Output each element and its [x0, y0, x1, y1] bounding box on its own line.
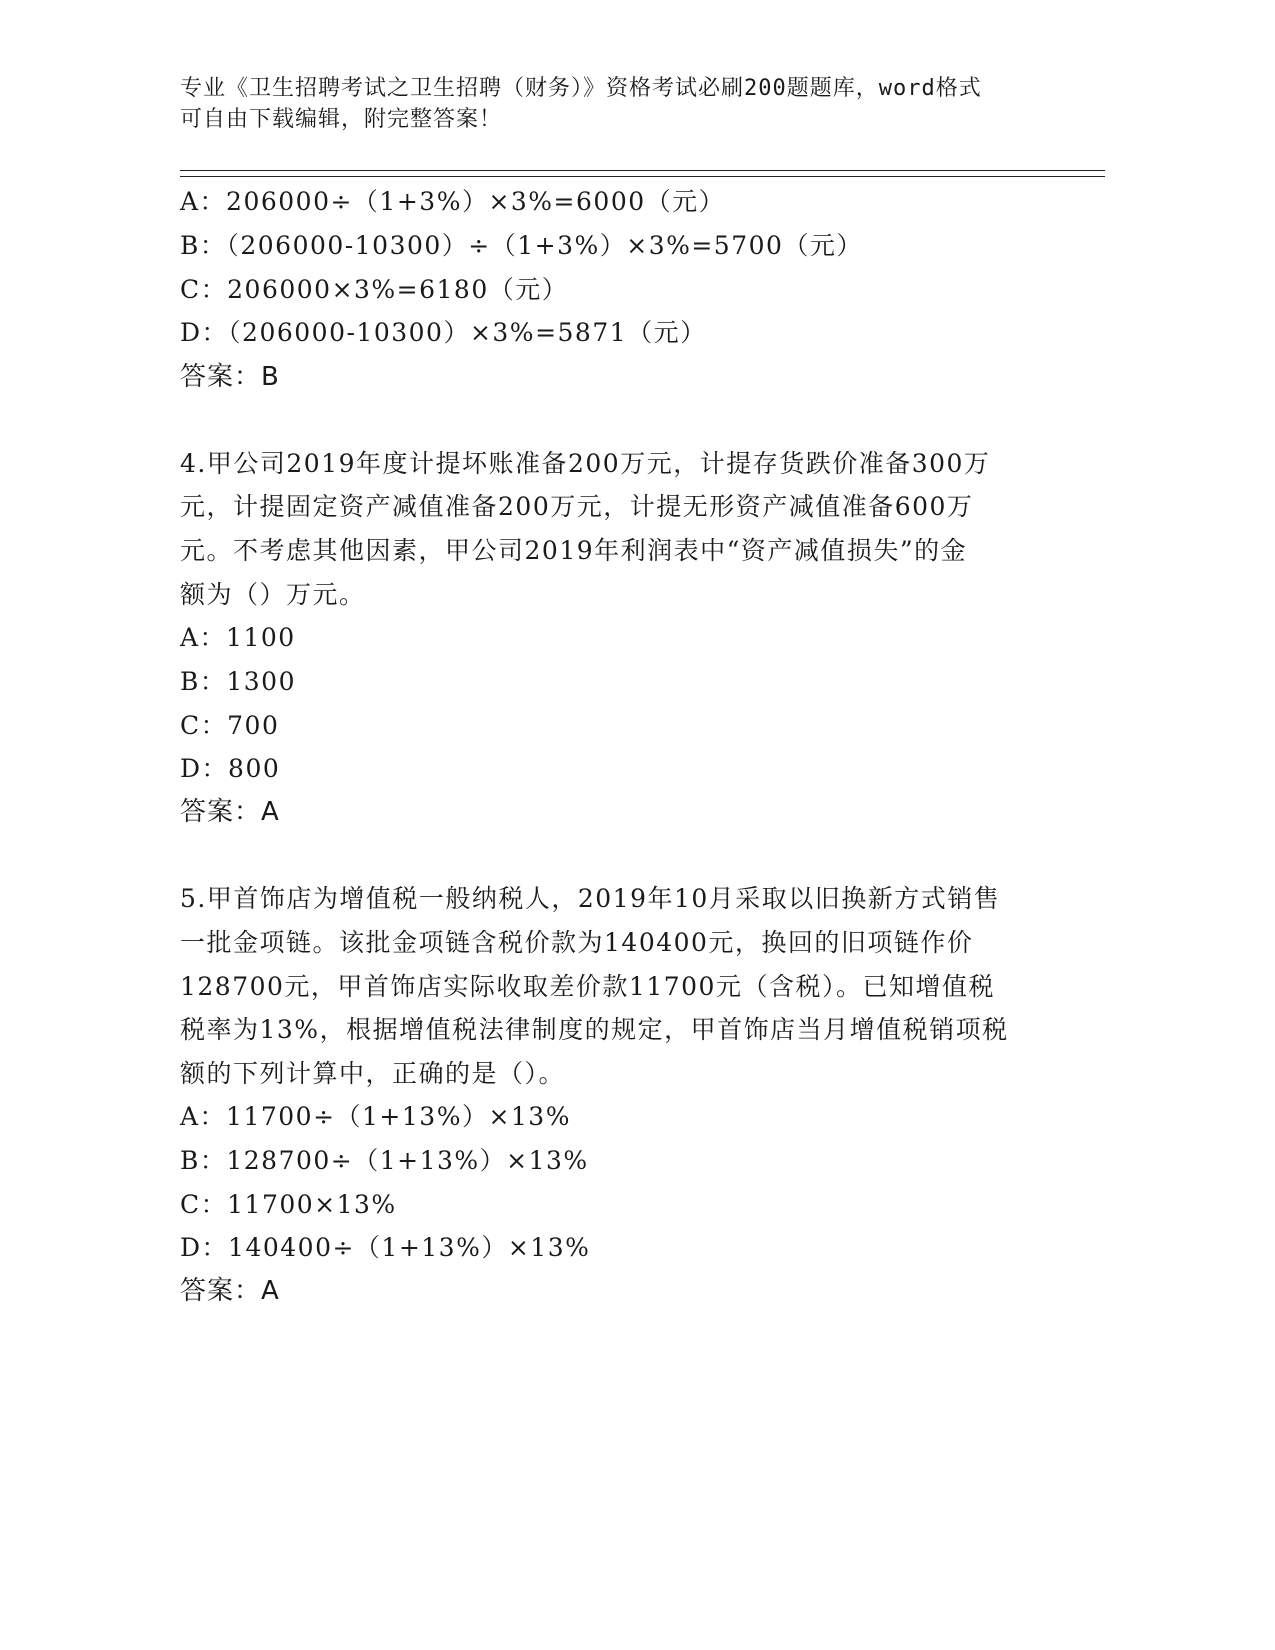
q3-option-a: A：206000÷（1+3%）×3%=6000（元） [180, 187, 726, 216]
header-line-2: 可自由下载编辑，附完整答案！ [180, 107, 503, 132]
q4-stem-line-2: 元，计提固定资产减值准备200万元，计提无形资产减值准备600万 [180, 492, 974, 521]
q3-option-b: B：（206000-10300）÷（1+3%）×3%=5700（元） [180, 231, 863, 260]
q4-option-d: D：800 [180, 754, 281, 783]
q5-option-a: A：11700÷（1+13%）×13% [180, 1102, 571, 1131]
q3-option-d: D：（206000-10300）×3%=5871（元） [180, 318, 707, 347]
q4-stem-line-4: 额为（）万元。 [180, 580, 366, 609]
q4-answer: 答案：A [180, 797, 280, 827]
q5-stem-line-5: 额的下列计算中，正确的是（）。 [180, 1059, 566, 1088]
header-divider-top [180, 170, 1105, 171]
q4-option-b: B：1300 [180, 667, 296, 696]
q3-option-c: C：206000×3%=6180（元） [180, 275, 569, 304]
q5-option-b: B：128700÷（1+13%）×13% [180, 1146, 589, 1175]
q5-option-c: C：11700×13% [180, 1190, 397, 1219]
q4-option-c: C：700 [180, 711, 280, 740]
q5-stem-line-2: 一批金项链。该批金项链含税价款为140400元，换回的旧项链作价 [180, 928, 974, 957]
q5-stem-line-4: 税率为13%，根据增值税法律制度的规定，甲首饰店当月增值税销项税 [180, 1015, 1009, 1044]
q4-option-a: A：1100 [180, 623, 296, 652]
q3-answer: 答案：B [180, 362, 280, 392]
q4-stem-line-3: 元。不考虑其他因素，甲公司2019年利润表中“资产减值损失”的金 [180, 536, 968, 565]
q5-option-d: D：140400÷（1+13%）×13% [180, 1233, 591, 1262]
q5-stem-line-3: 128700元，甲首饰店实际收取差价款11700元（含税）。已知增值税 [180, 972, 995, 1001]
q5-stem-line-1: 5.甲首饰店为增值税一般纳税人，2019年10月采取以旧换新方式销售 [180, 884, 1001, 913]
document-header [180, 73, 1060, 135]
q5-answer: 答案：A [180, 1276, 280, 1306]
q4-stem-line-1: 4.甲公司2019年度计提坏账准备200万元，计提存货跌价准备300万 [180, 449, 991, 478]
header-line-1: 专业《卫生招聘考试之卫生招聘（财务）》资格考试必刷200题题库，word格式 [180, 76, 982, 101]
header-divider-bottom [180, 176, 1105, 177]
